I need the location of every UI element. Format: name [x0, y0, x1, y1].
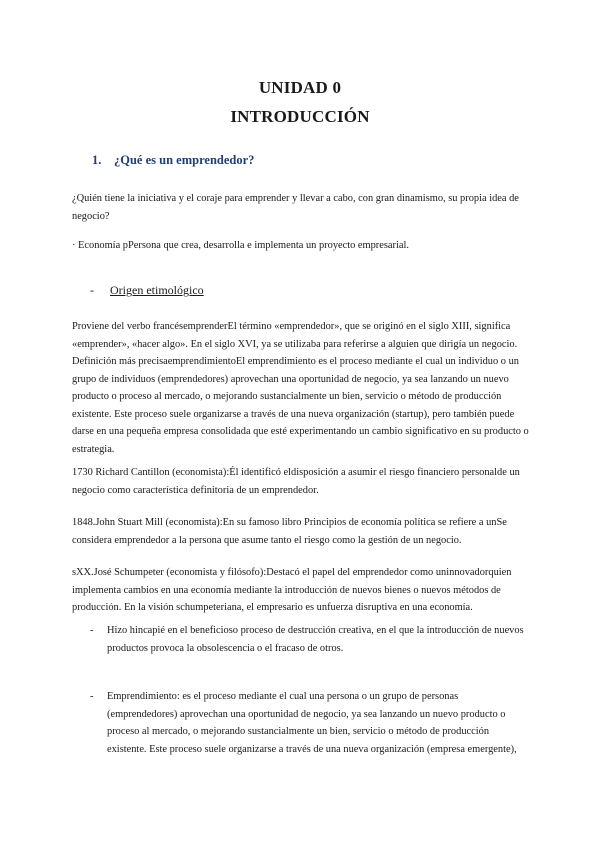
page-title: INTRODUCCIÓN	[230, 107, 370, 126]
section-heading-text: ¿Qué es un emprendedor?	[114, 153, 255, 167]
subsection-dash: -	[90, 283, 94, 297]
bullet-dash: -	[90, 625, 94, 636]
list-item	[90, 622, 530, 657]
list-item-text: Hizo hincapié en el beneficioso proceso de destrucción creativa, en el que la introducción de nuevos productos provoca la obsolescencia o el fracaso de otros.	[107, 625, 524, 654]
bullet-dash: -	[90, 691, 94, 702]
economia-paragraph: · Economía pPersona que crea, desarrolla e implementa un proyecto empresarial.	[72, 240, 409, 251]
subsection-heading	[90, 283, 204, 298]
schumpeter-paragraph: sXX.José Schumpeter (economista y filósofo):Destacó el papel del emprendedor como uninnovadorquien implementa cambios en una economía mediante la introducción de nuevos bienes o nuevos métodos de producción. En la visión schumpeteriana, el empresario es unfuerza disruptiva en una economía.	[72, 567, 512, 613]
section-heading	[92, 153, 254, 168]
list-item-text: Emprendimiento: es el proceso mediante el cual una persona o un grupo de personas (emprendedores) aprovechan una oportunidad de negocio, ya sea lanzando un nuevo producto o proceso al mercado, o mejorando sustancialmente un bien, servicio o método de producción existente. Este proceso suele organizarse a través de una nueva organización (empresa emergente),	[107, 691, 517, 755]
section-number: 1.	[92, 153, 102, 167]
origen-paragraph: Proviene del verbo francésemprenderEl término «emprendedor», que se originó en el siglo XIII, significa «emprender», «hacer algo». En el siglo XVI, ya se utilizaba para referirse a alguien que dirigía un negocio. Definición más precisaemprendimientoEl emprendimiento es el proceso mediante el cual un individuo o un grupo de individuos (emprendedores) aprovechan una oportunidad de negocio, ya sea lanzando un nuevo producto o proceso al mercado, o mejorando sustancialmente un bien, servicio o método de producción existente. Este proceso suele organizarse a través de una nueva organización (startup), pero también puede darse en una pequeña empresa consolidada que esté experimentando un cambio significativo en su producto o estrategia.	[72, 321, 529, 455]
mill-paragraph: 1848.John Stuart Mill (economista):En su famoso libro Principios de economía política se refiere a unSe considera emprendedor a la persona que asume tanto el riesgo como la gestión de un negocio.	[72, 517, 507, 546]
question-paragraph: ¿Quién tiene la iniciativa y el coraje para emprender y llevar a cabo, con gran dinamismo, su propia idea de negocio?	[72, 193, 519, 222]
cantillon-paragraph: 1730 Richard Cantillon (economista):Él identificó eldisposición a asumir el riesgo financiero personalde un negocio como característica definitoria de un emprendedor.	[72, 467, 520, 496]
list-item	[90, 688, 530, 758]
unit-title: UNIDAD 0	[258, 78, 342, 97]
subsection-heading-text: Origen etimológico	[110, 283, 204, 297]
